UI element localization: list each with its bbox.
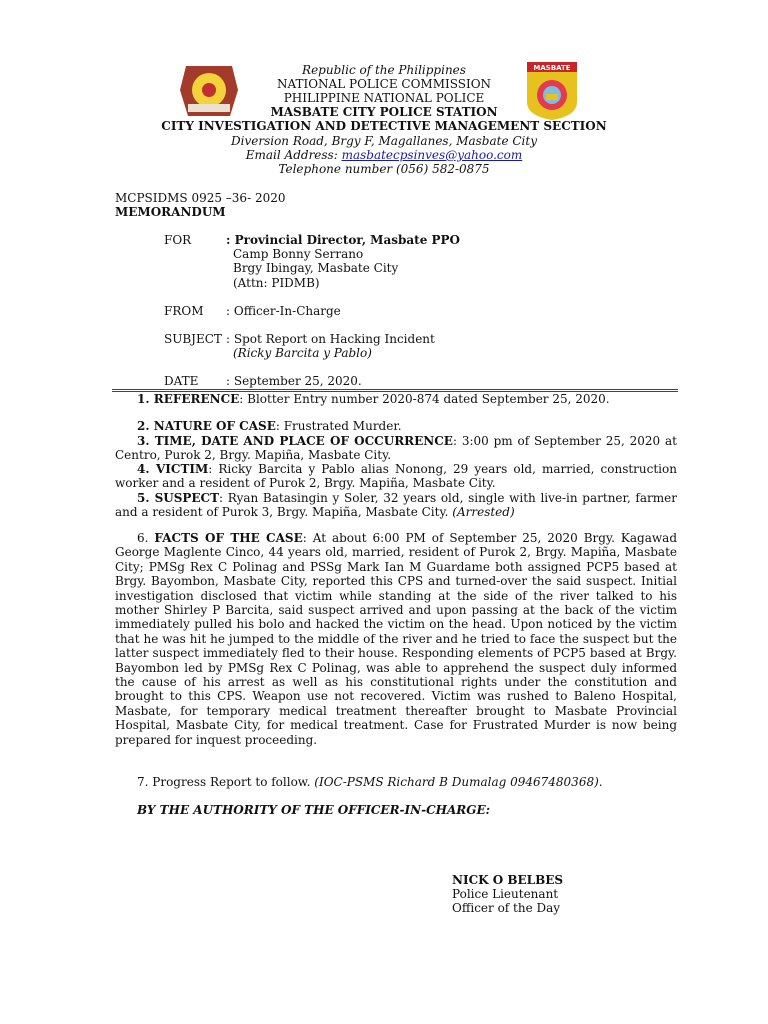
republic-line: Republic of the Philippines [302,63,466,77]
pnp-line: PHILIPPINE NATIONAL POLICE [283,91,485,105]
date-label: DATE [164,374,199,388]
memo-number: MCPSIDMS 0925 –36- 2020 [115,191,286,205]
for-line-3: Brgy Ibingay, Masbate City [233,261,399,275]
for-line-4: (Attn: PIDMB) [233,276,320,290]
from-label: FROM [164,304,204,318]
address-line: Diversion Road, Brgy F, Magallanes, Masbate City [231,134,537,148]
email-line [0,148,768,162]
subject-value: : Spot Report on Hacking Incident [226,332,435,346]
for-label: FOR [164,233,192,247]
item-victim: 4. VICTIM: Ricky Barcita y Pablo alias Nonong, 29 years old, married, construction worker and a resident of Purok 2, Brgy. Mapiña, Masbate City. [115,462,677,491]
subject-label: SUBJECT [164,332,222,346]
svg-text:MASBATE: MASBATE [533,64,571,72]
section-line: CITY INVESTIGATION AND DETECTIVE MANAGEMENT SECTION [161,119,607,133]
date-value: : September 25, 2020. [226,374,362,388]
subject-line-2: (Ricky Barcita y Pablo) [233,346,372,360]
authority-line: BY THE AUTHORITY OF THE OFFICER-IN-CHARGE: [137,803,491,817]
for-value: : Provincial Director, Masbate PPO [226,233,461,247]
from-value: : Officer-In-Charge [226,304,341,318]
item-reference: 1. REFERENCE: Blotter Entry number 2020-874 dated September 25, 2020. [137,392,610,406]
item-nature-of-case: 2. NATURE OF CASE: Frustrated Murder. [137,419,402,433]
memo-type: MEMORANDUM [115,205,226,219]
email-label: Email Address: [245,148,342,162]
item-facts-of-case: 6. FACTS OF THE CASE: At about 6:00 PM of September 25, 2020 Brgy. Kagawad George Maglente Cinco, 44 years old, married, resident of Purok 2, Brgy. Mapiña, Masbate City; PMSg Rex C Polinag and PSSg Mark Ian M Guardame both assigned PCP5 based at Brgy. Bayombon, Masbate City, reported this CPS and turned-over the said suspect. Initial investigation disclosed that victim while standing at the side of the river talked to his mother Shirley P Barcita, said suspect arrived and upon passing at the back of the victim immediately pulled his bolo and hacked the victim on the head. Upon noticed by the victim that he was hit he jumped to the middle of the river and he tried to face the suspect but the latter suspect immediately fled to their house. Responding elements of PCP5 based at Brgy. Bayombon led by PMSg Rex C Polinag, was able to apprehend the suspect duly informed the cause of his arrest as well as his constitutional rights under the constitution and brought to this CPS. Weapon use not recovered. Victim was rushed to Baleno Hospital, Masbate, for temporary medical treatment thereafter brought to Masbate Provincial Hospital, Masbate City, for medical treatment. Case for Frustrated Murder is now being prepared for inquest proceeding. [115,531,677,747]
signatory-name: NICK O BELBES [452,873,564,887]
for-line-2: Camp Bonny Serrano [233,247,364,261]
email-link[interactable]: masbatecpsinves@yahoo.com [341,148,523,162]
item-progress-report: 7. Progress Report to follow. (IOC-PSMS Richard B Dumalag 09467480368). [137,775,603,789]
signatory-title: Officer of the Day [452,901,561,915]
phone-line: Telephone number (056) 582-0875 [278,162,490,176]
signatory-rank: Police Lieutenant [452,887,559,901]
station-line: MASBATE CITY POLICE STATION [270,105,498,119]
napolcom-line: NATIONAL POLICE COMMISSION [276,77,492,91]
item-suspect: 5. SUSPECT: Ryan Batasingin y Soler, 32 years old, single with live-in partner, farmer and a resident of Purok 3, Brgy. Mapiña, Masbate City. (Arrested) [115,491,677,520]
item-occurrence: 3. TIME, DATE AND PLACE OF OCCURRENCE: 3:00 pm of September 25, 2020 at Centro, Purok 2, Brgy. Mapiña, Masbate City. [115,434,677,463]
